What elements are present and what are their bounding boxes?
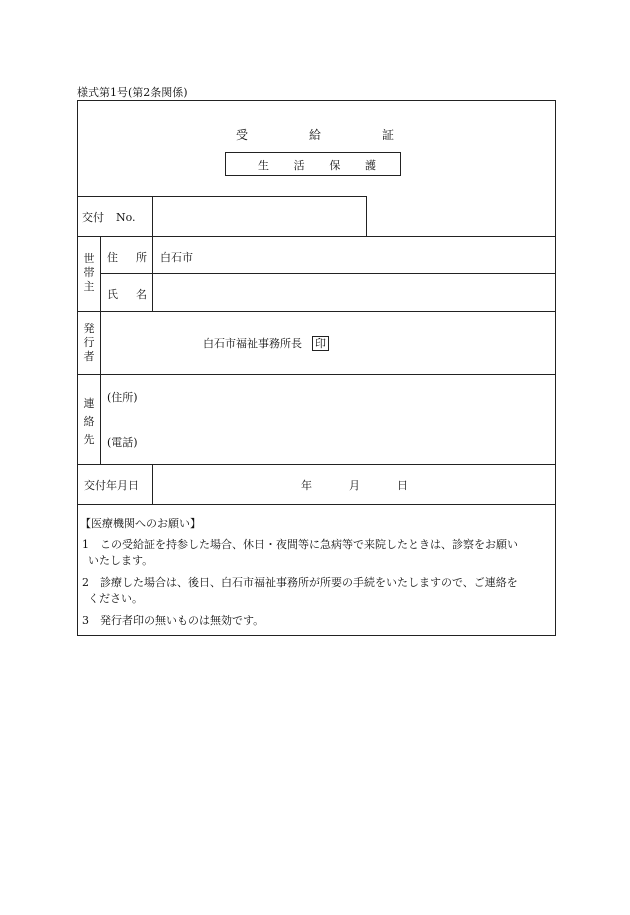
issuer-value	[203, 335, 329, 351]
notice-number: 3	[82, 614, 89, 627]
issue-date-label: 交付年月日	[84, 479, 139, 492]
rule	[77, 196, 367, 197]
contact-phone-label: (電話)	[107, 436, 138, 449]
subtitle-char: 護	[364, 159, 376, 172]
subtitle-char: 保	[329, 159, 341, 172]
title-char: 証	[381, 128, 394, 142]
rule	[77, 464, 556, 465]
document-title	[236, 126, 394, 143]
contact-section-label: 連 絡 先	[83, 397, 95, 446]
notice-item: 3 発行者印の無いものは無効です。	[82, 614, 265, 627]
rule	[77, 236, 556, 237]
notice-number: 1	[82, 538, 89, 551]
notice-heading: 【医療機関へのお願い】	[80, 517, 201, 530]
rule	[152, 196, 153, 236]
issue-no-label: 交付 No.	[82, 211, 136, 224]
name-label: 氏 名	[107, 288, 147, 301]
subtitle	[258, 157, 376, 173]
issuer-name: 白石市福祉事務所長	[203, 337, 302, 350]
title-char: 給	[308, 128, 321, 142]
no-label: No.	[116, 211, 136, 224]
notice-list	[82, 537, 554, 629]
issuer-section-label: 発 行 者	[83, 322, 95, 363]
address-label: 住 所	[107, 251, 147, 264]
issue-date-month: 月	[349, 479, 360, 492]
rule	[366, 196, 367, 236]
contact-address-label: (住所)	[107, 391, 138, 404]
rule	[77, 311, 556, 312]
rule	[77, 504, 556, 505]
subtitle-char: 活	[293, 159, 305, 172]
address-value[interactable]: 白石市	[160, 251, 193, 264]
seal-mark: 印	[312, 336, 329, 351]
rule	[100, 273, 556, 274]
rule	[152, 236, 153, 311]
issue-date-day: 日	[397, 479, 408, 492]
notice-item: 2 診療した場合は、後日、白石市福祉事務所が所要の手続をいたしますので、ご連絡を ください。	[82, 576, 518, 605]
issue-date-year: 年	[301, 479, 312, 492]
title-char: 受	[236, 128, 249, 142]
notice-item: 1 この受給証を持参した場合、休日・夜間等に急病等で来院したときは、診察をお願い いたします。	[82, 538, 518, 567]
rule	[152, 464, 153, 504]
form-number: 様式第1号(第2条関係)	[77, 86, 188, 99]
householder-section-label: 世 帯 主	[83, 252, 95, 293]
rule	[100, 236, 101, 464]
notice-number: 2	[82, 576, 89, 589]
subtitle-char: 生	[258, 159, 269, 172]
rule	[77, 374, 556, 375]
